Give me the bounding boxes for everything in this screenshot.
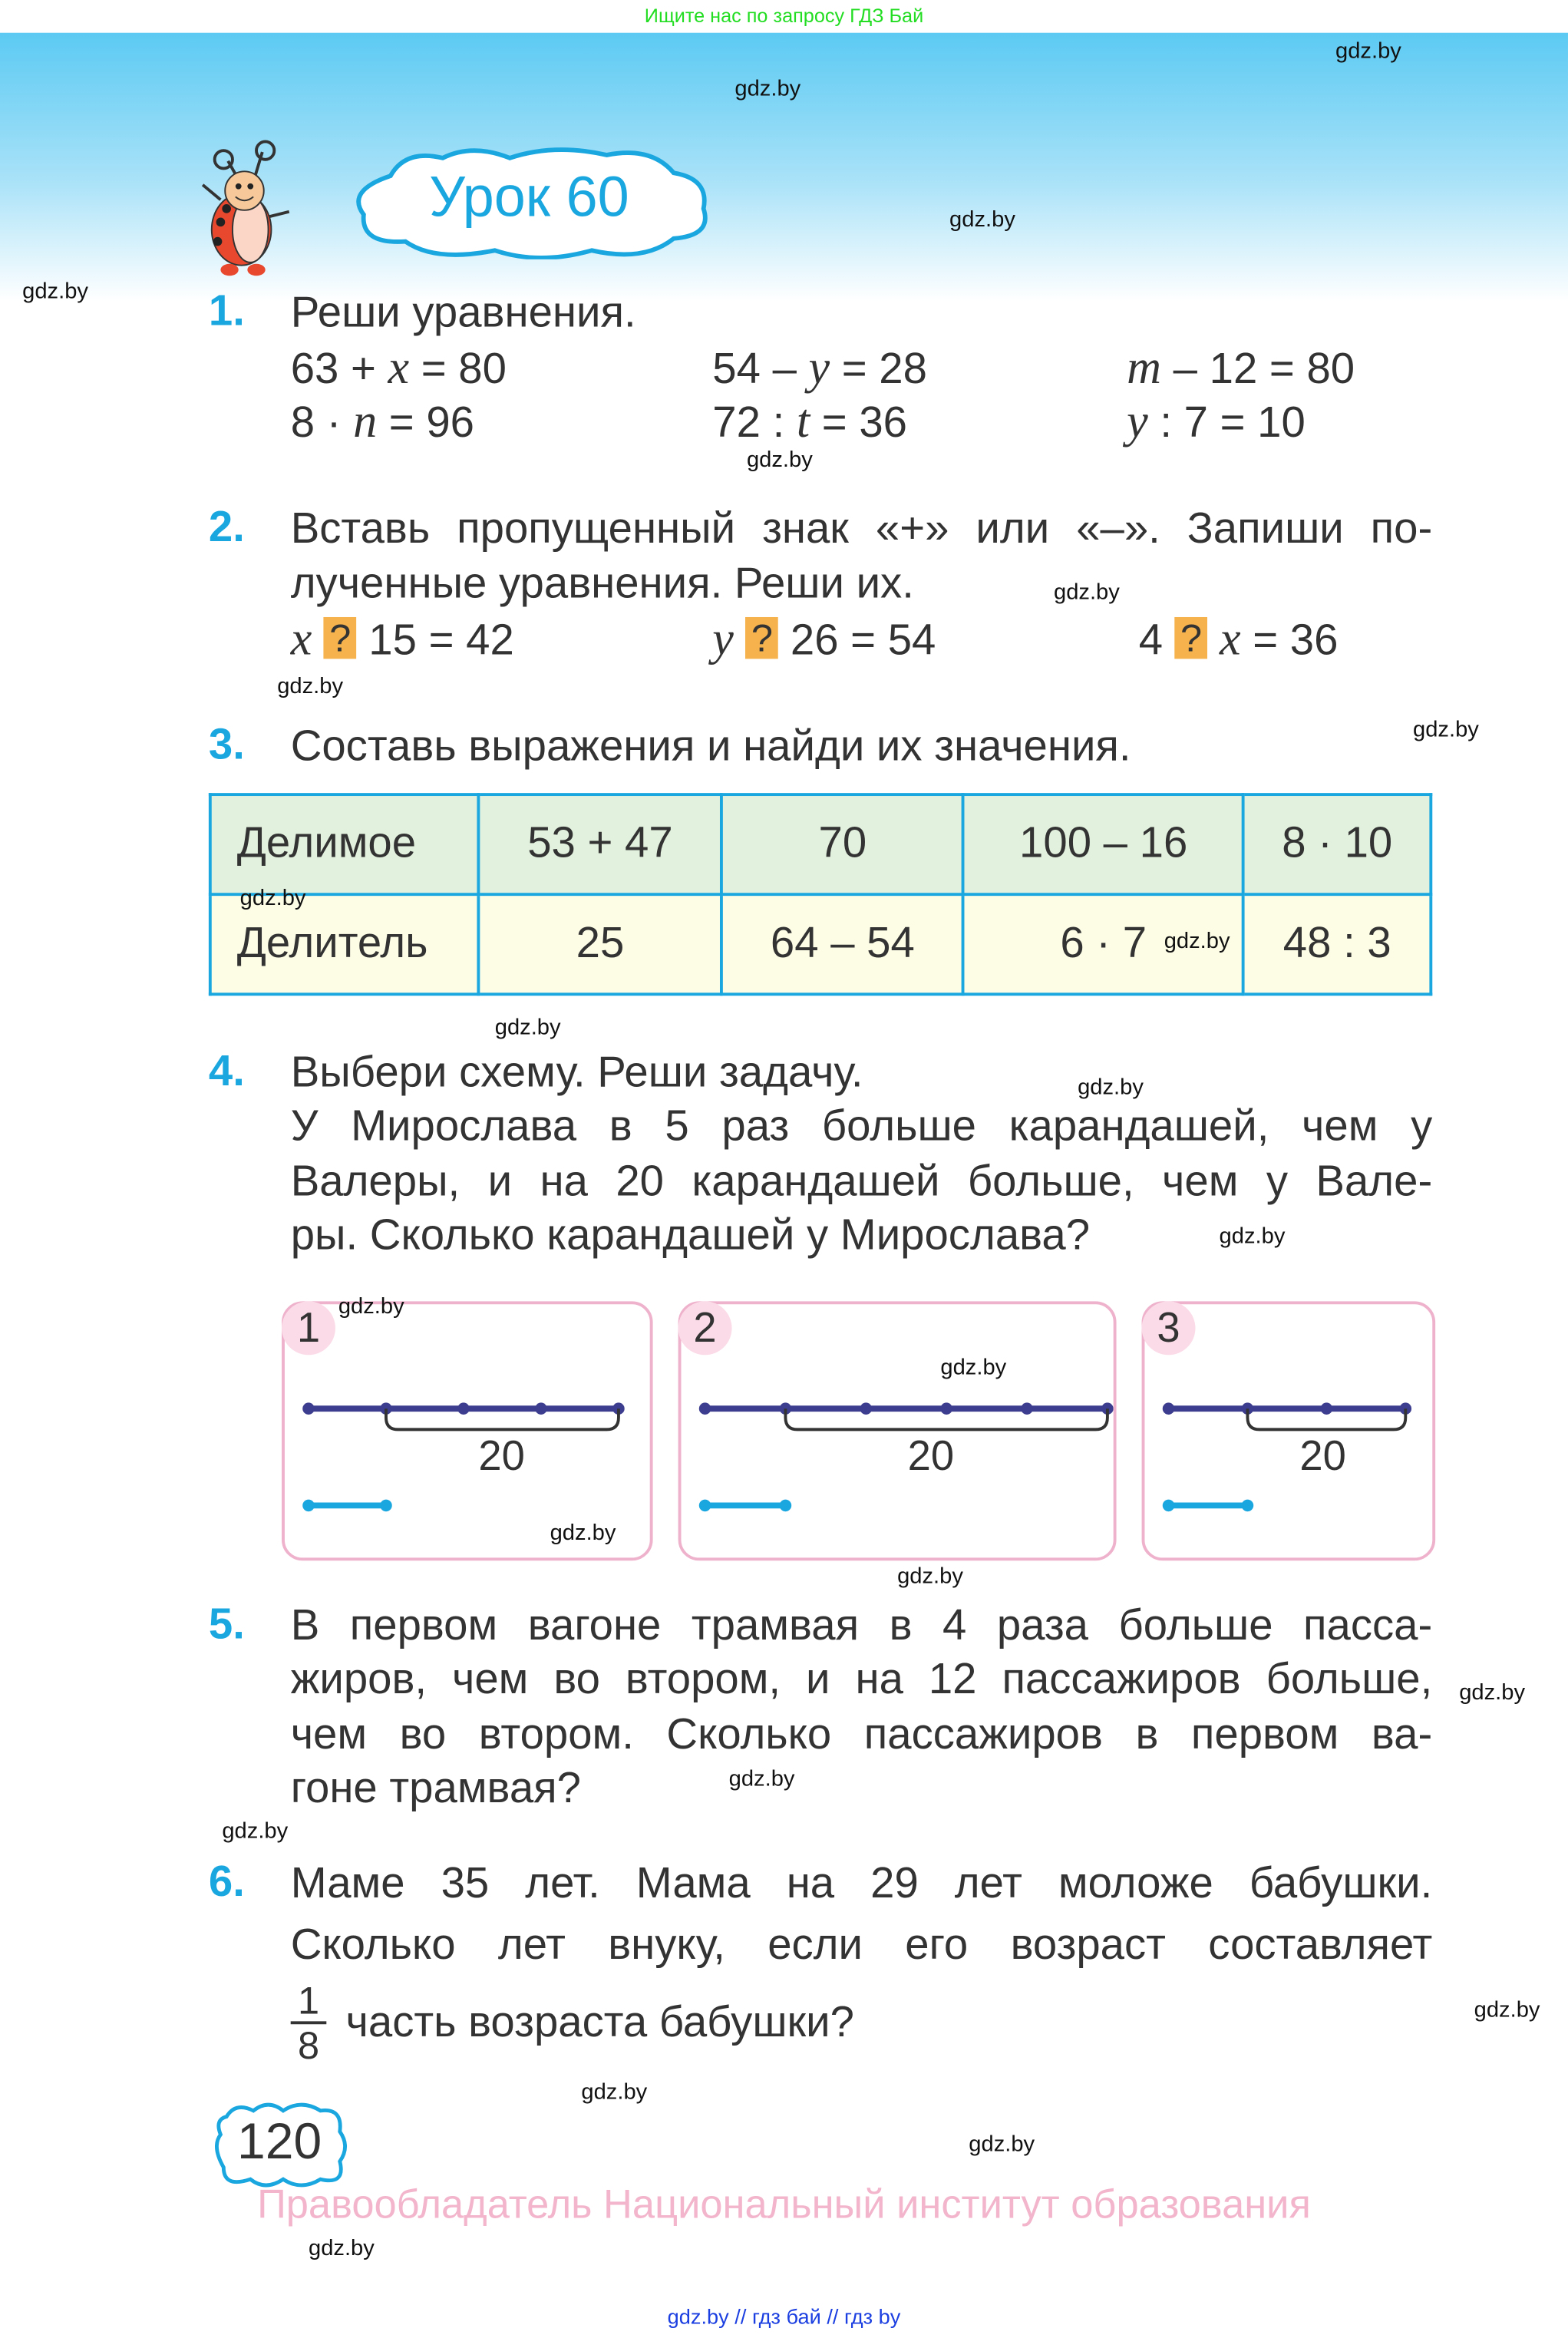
brace-label: 20	[907, 1432, 955, 1479]
fraction	[291, 1980, 327, 2066]
task-4-text: Валеры, и на 20 карандашей больше, чем у Вале-	[290, 1157, 1433, 1207]
watermark: gdz.by	[338, 1293, 404, 1319]
task-5-number: 5.	[208, 1600, 245, 1649]
segment-point	[1321, 1402, 1333, 1415]
scheme-number-badge: 1	[282, 1301, 335, 1355]
watermark: gdz.by	[494, 1015, 561, 1041]
brace	[386, 1408, 619, 1429]
scheme-number-badge: 3	[1142, 1301, 1196, 1355]
watermark: gdz.by	[239, 885, 306, 911]
segment-point	[699, 1402, 711, 1415]
equation: y ? 26 = 54	[712, 611, 936, 665]
missing-sign-box: ?	[324, 617, 357, 659]
task-2-text: Вставь пропущенный знак «+» или «–». Запиши по-	[290, 505, 1433, 553]
task-6-text: Маме 35 лет. Мама на 29 лет моложе бабушки.	[290, 1860, 1433, 1908]
missing-sign-box: ?	[1175, 617, 1208, 659]
segment-point	[940, 1402, 952, 1415]
dividend-divisor-table	[209, 793, 1432, 996]
watermark: gdz.by	[22, 279, 88, 305]
table-cell: 48 : 3	[1243, 894, 1431, 994]
watermark: gdz.by	[940, 1355, 1007, 1381]
watermark: gdz.by	[308, 2236, 375, 2262]
watermark: gdz.by	[1078, 1075, 1144, 1101]
task-2-text: лученные уравнения. Реши их.	[290, 560, 914, 609]
equation: x ? 15 = 42	[290, 611, 514, 665]
table-cell: 25	[478, 894, 721, 994]
watermark: gdz.by	[1474, 1997, 1540, 2023]
task-3-number: 3.	[208, 721, 245, 770]
watermark: gdz.by	[581, 2079, 648, 2105]
task-6-number: 6.	[208, 1858, 245, 1907]
table-cell: 70	[722, 794, 964, 894]
fraction-denominator: 8	[291, 2021, 327, 2066]
watermark: gdz.by	[949, 206, 1015, 233]
watermark: gdz.by	[1335, 38, 1401, 64]
watermark: gdz.by	[222, 1818, 289, 1844]
task-6-text: Сколько лет внуку, если его возраст составляет	[290, 1921, 1433, 1970]
segment-point	[302, 1500, 315, 1512]
search-banner[interactable]: Ищите нас по запросу ГДЗ Бай	[0, 0, 1568, 33]
segment-point	[780, 1500, 792, 1512]
scheme-option-2[interactable]	[678, 1301, 1117, 1560]
table-cell: 8 · 10	[1243, 794, 1431, 894]
task-4-text: Выбери схему. Реши задачу.	[290, 1049, 863, 1098]
table-cell: Делимое	[210, 794, 479, 894]
watermark: gdz.by	[550, 1520, 616, 1546]
equation: 8 · n = 96	[290, 393, 474, 447]
segment-point	[860, 1402, 873, 1415]
segment-point	[535, 1402, 547, 1415]
watermark: gdz.by	[1164, 928, 1230, 954]
scheme-number-badge: 2	[678, 1301, 732, 1355]
table-cell: 100 – 16	[963, 794, 1243, 894]
table-cell: 64 – 54	[722, 894, 964, 994]
task-1-title: Реши уравнения.	[290, 289, 636, 337]
task-5-text: гоне трамвая?	[290, 1765, 581, 1813]
task-2-number: 2.	[208, 504, 245, 552]
scheme-diagram	[681, 1304, 1113, 1557]
segment-point	[1242, 1500, 1254, 1512]
equation: y : 7 = 10	[1127, 393, 1306, 447]
watermark: gdz.by	[969, 2132, 1035, 2158]
task-4-text: ры. Сколько карандашей у Мирослава?	[290, 1211, 1091, 1260]
page-number: 120	[237, 2113, 322, 2171]
table-cell: 53 + 47	[478, 794, 721, 894]
missing-sign-box: ?	[746, 617, 779, 659]
equation: m – 12 = 80	[1127, 339, 1355, 394]
task-6-text: часть возраста бабушки?	[345, 1999, 854, 2047]
equation: 63 + x = 80	[290, 339, 507, 394]
segment-point	[1163, 1402, 1175, 1415]
segment-point	[457, 1402, 470, 1415]
watermark: gdz.by	[897, 1564, 963, 1590]
task-5-text: жиров, чем во втором, и на 12 пассажиров больше,	[290, 1656, 1433, 1704]
copyright-notice: Правообладатель Национальный институт образования	[257, 2182, 1311, 2227]
table-cell: Делитель	[210, 894, 479, 994]
watermark: gdz.by	[1053, 580, 1120, 606]
lesson-title: Урок 60	[429, 167, 629, 230]
table-row	[210, 794, 1431, 894]
segment-point	[1163, 1500, 1175, 1512]
footer-links[interactable]: gdz.by // гдз бай // гдз by	[667, 2304, 901, 2329]
task-4-number: 4.	[208, 1048, 245, 1096]
task-5-text: В первом вагоне трамвая в 4 раза больше пасса-	[290, 1602, 1433, 1650]
watermark: gdz.by	[1219, 1223, 1286, 1250]
table-cell: 6 · 7	[963, 894, 1243, 994]
fraction-numerator: 1	[297, 1978, 320, 2023]
watermark: gdz.by	[734, 76, 801, 102]
task-3-title: Составь выражения и найди их значения.	[290, 722, 1131, 771]
segment-point	[380, 1500, 392, 1512]
watermark: gdz.by	[746, 447, 813, 473]
watermark: gdz.by	[1413, 717, 1479, 743]
ladybug-icon	[191, 140, 302, 278]
segment-point	[1021, 1402, 1033, 1415]
brace-label: 20	[1299, 1432, 1346, 1479]
task-1-number: 1.	[208, 287, 245, 335]
task-4-text: У Мирослава в 5 раз больше карандашей, чем у	[290, 1103, 1433, 1151]
table-row	[210, 894, 1431, 994]
brace-label: 20	[478, 1432, 525, 1479]
watermark: gdz.by	[728, 1766, 795, 1792]
task-5-text: чем во втором. Сколько пассажиров в первом ва-	[290, 1711, 1433, 1759]
scheme-diagram	[1144, 1304, 1432, 1557]
watermark: gdz.by	[1459, 1679, 1526, 1706]
segment-point	[699, 1500, 711, 1512]
segment-point	[302, 1402, 315, 1415]
equation: 72 : t = 36	[712, 393, 907, 447]
watermark: gdz.by	[277, 673, 344, 699]
equation: 54 – y = 28	[712, 339, 927, 394]
equation: 4 ? x = 36	[1138, 611, 1339, 665]
scheme-option-3[interactable]	[1142, 1301, 1436, 1560]
